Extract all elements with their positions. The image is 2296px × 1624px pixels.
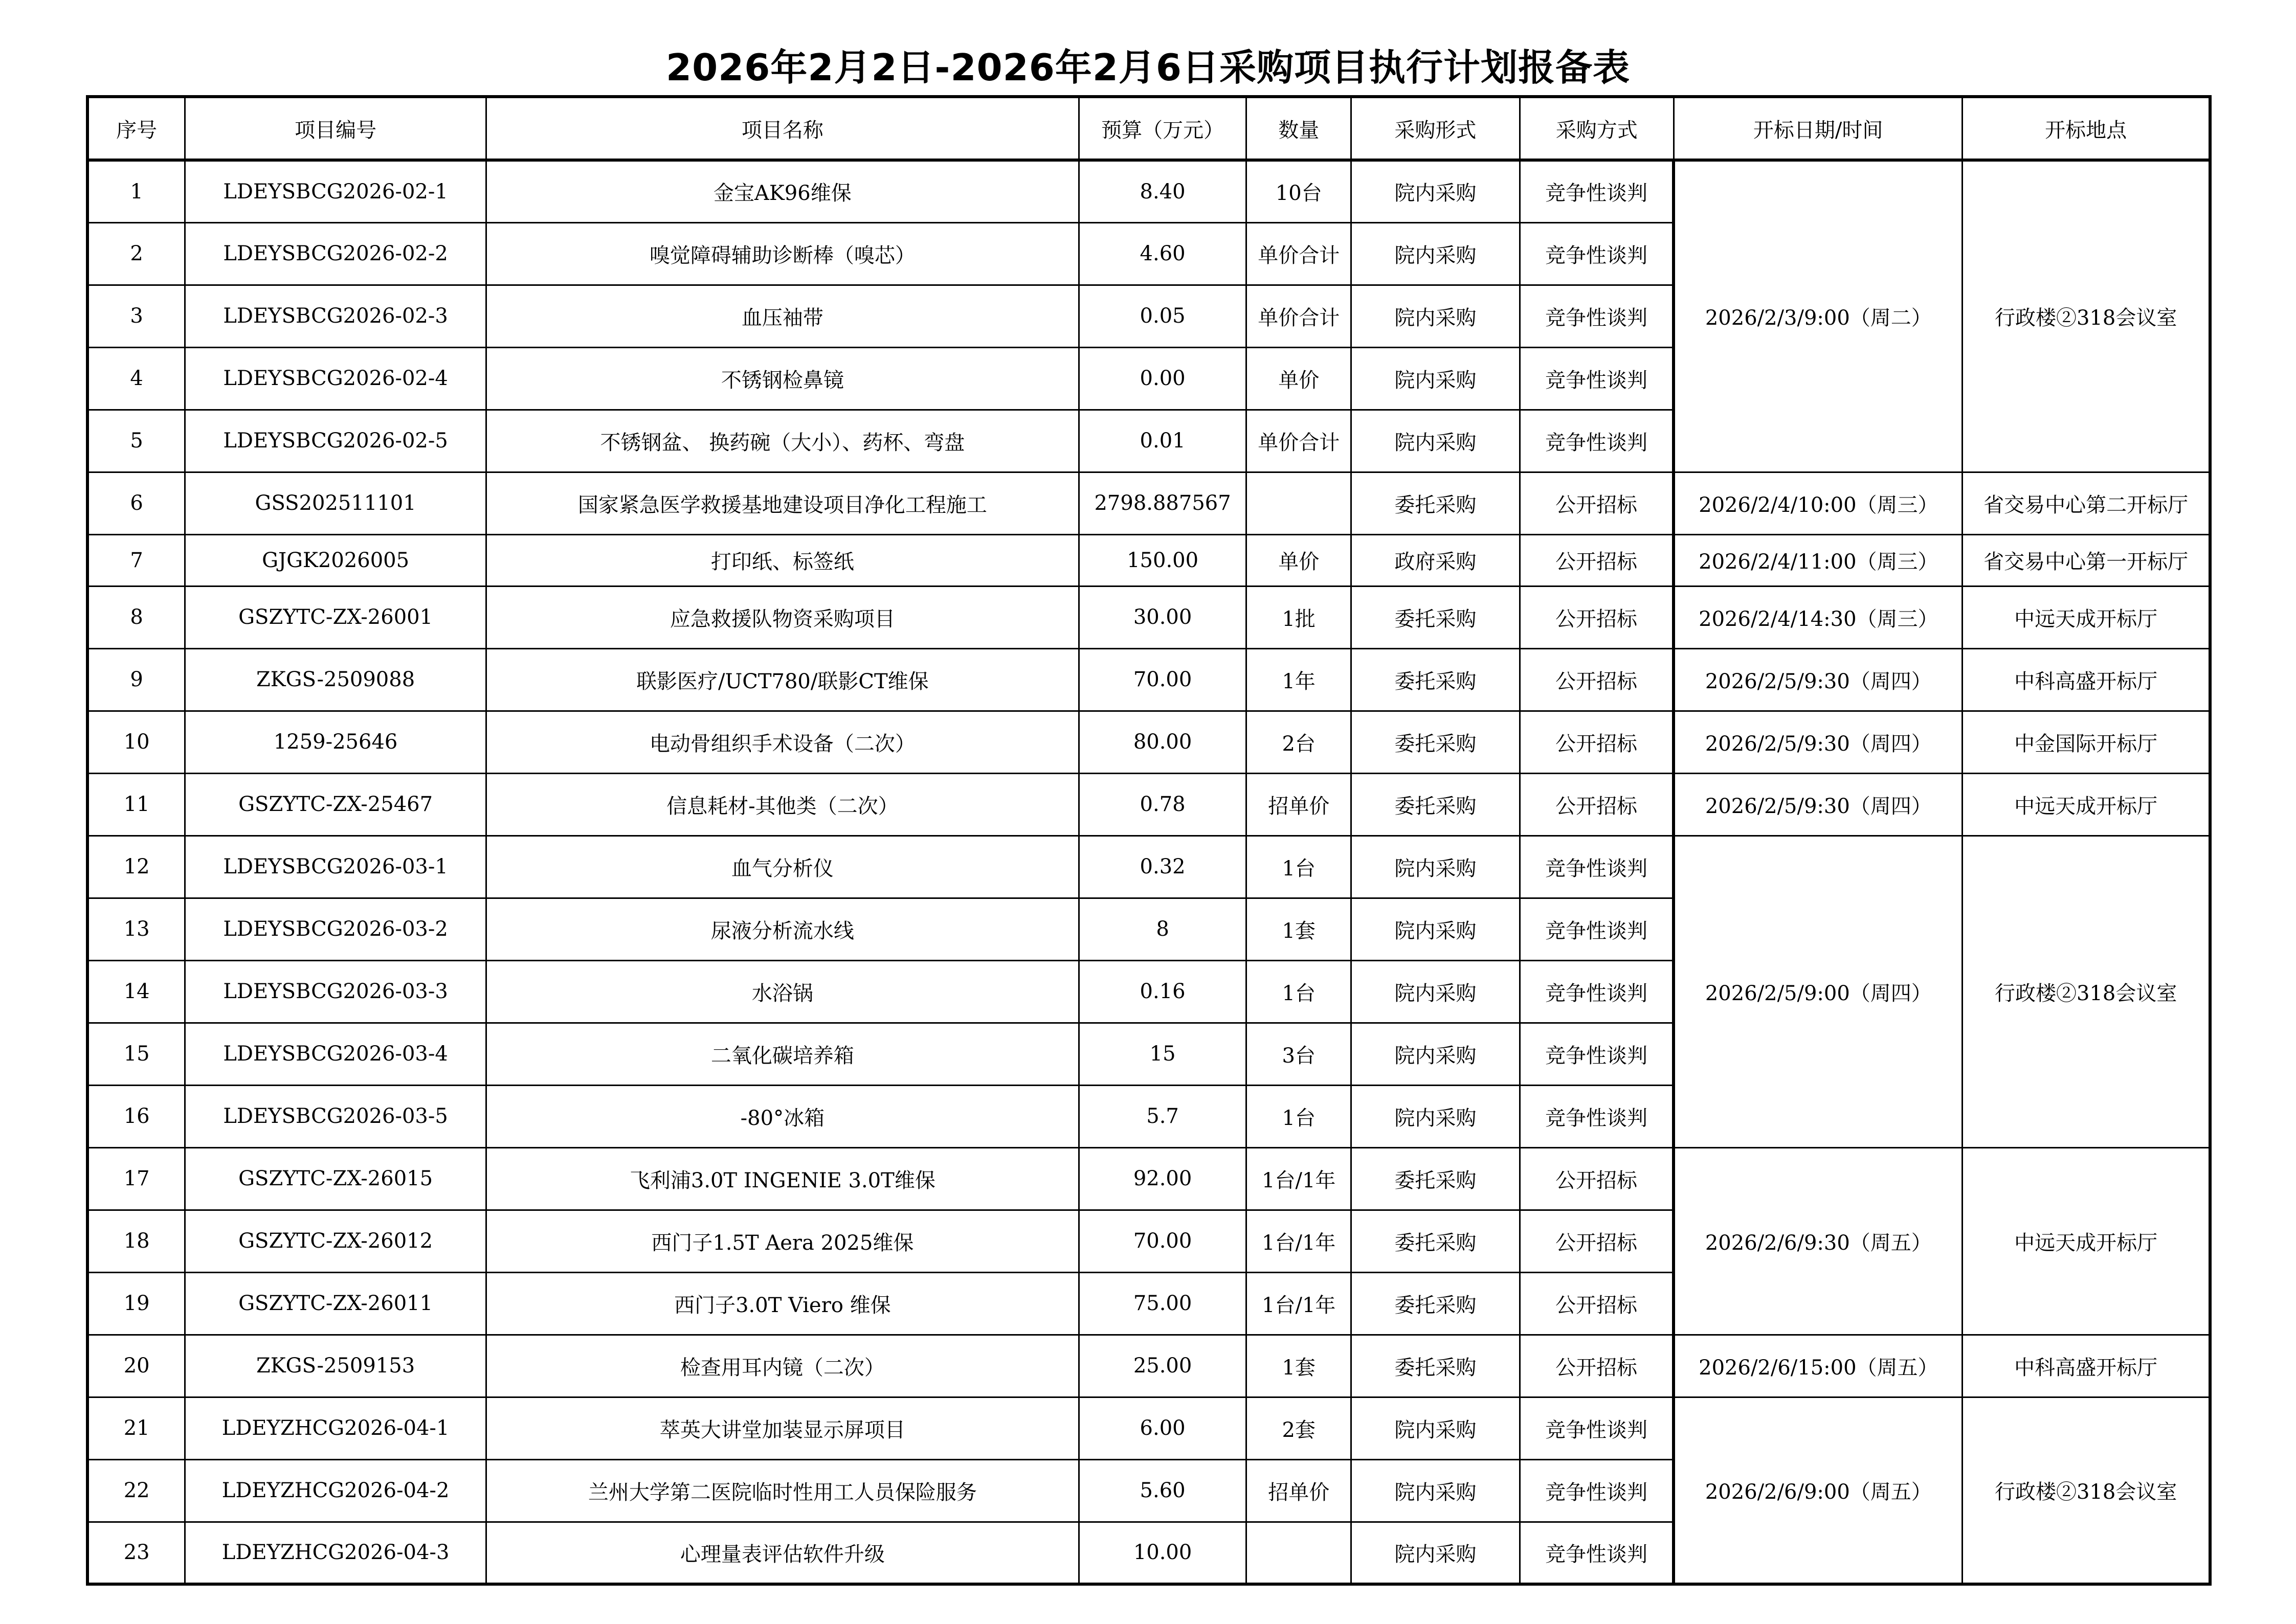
cell-name: 金宝AK96维保 [486,160,1079,222]
column-header-location: 开标地点 [1963,97,2210,160]
cell-datetime: 2026/2/5/9:00（周四） [1674,836,1962,1147]
cell-code: ZKGS-2509088 [185,648,486,711]
column-header-name: 项目名称 [486,97,1079,160]
cell-form: 委托采购 [1351,711,1520,773]
cell-no: 6 [87,472,185,534]
table-row [87,773,2210,836]
cell-location: 中科高盛开标厅 [1963,648,2210,711]
cell-form: 院内采购 [1351,1085,1520,1147]
cell-budget: 25.00 [1079,1335,1246,1397]
cell-code: LDEYSBCG2026-02-4 [185,347,486,410]
cell-qty [1246,472,1351,534]
cell-form: 院内采购 [1351,1023,1520,1085]
cell-budget: 2798.887567 [1079,472,1246,534]
cell-qty: 2套 [1246,1397,1351,1459]
procurement-plan-table [86,95,2212,1586]
cell-code: LDEYSBCG2026-03-2 [185,898,486,960]
cell-method: 竞争性谈判 [1520,285,1674,347]
cell-name: 检查用耳内镜（二次） [486,1335,1079,1397]
cell-name: 信息耗材-其他类（二次） [486,773,1079,836]
cell-name: 国家紧急医学救援基地建设项目净化工程施工 [486,472,1079,534]
cell-name: 打印纸、标签纸 [486,534,1079,586]
cell-code: GSZYTC-ZX-26015 [185,1147,486,1210]
cell-location: 省交易中心第二开标厅 [1963,472,2210,534]
cell-no: 17 [87,1147,185,1210]
column-header-method: 采购方式 [1520,97,1674,160]
cell-code: GSZYTC-ZX-25467 [185,773,486,836]
cell-form: 院内采购 [1351,836,1520,898]
cell-form: 院内采购 [1351,285,1520,347]
cell-no: 7 [87,534,185,586]
cell-code: LDEYSBCG2026-02-1 [185,160,486,222]
cell-method: 竞争性谈判 [1520,1085,1674,1147]
cell-datetime: 2026/2/4/11:00（周三） [1674,534,1962,586]
cell-budget: 30.00 [1079,586,1246,648]
cell-form: 院内采购 [1351,960,1520,1023]
table-row [87,534,2210,586]
cell-budget: 10.00 [1079,1522,1246,1584]
cell-no: 3 [87,285,185,347]
cell-no: 5 [87,410,185,472]
table-row [87,1147,2210,1210]
cell-name: 尿液分析流水线 [486,898,1079,960]
cell-location: 行政楼②318会议室 [1963,160,2210,472]
cell-method: 公开招标 [1520,1147,1674,1210]
cell-no: 8 [87,586,185,648]
cell-datetime: 2026/2/4/10:00（周三） [1674,472,1962,534]
cell-name: 电动骨组织手术设备（二次） [486,711,1079,773]
cell-qty: 1台 [1246,1085,1351,1147]
cell-qty: 单价合计 [1246,285,1351,347]
cell-name: 嗅觉障碍辅助诊断棒（嗅芯） [486,222,1079,285]
cell-location: 中金国际开标厅 [1963,711,2210,773]
cell-qty: 单价 [1246,534,1351,586]
cell-form: 委托采购 [1351,648,1520,711]
cell-no: 16 [87,1085,185,1147]
cell-qty: 1台 [1246,960,1351,1023]
cell-code: GSZYTC-ZX-26011 [185,1272,486,1335]
cell-no: 2 [87,222,185,285]
cell-qty: 1台/1年 [1246,1272,1351,1335]
cell-qty [1246,1522,1351,1584]
cell-code: GSZYTC-ZX-26001 [185,586,486,648]
cell-budget: 0.16 [1079,960,1246,1023]
cell-budget: 0.05 [1079,285,1246,347]
cell-form: 委托采购 [1351,1335,1520,1397]
cell-no: 23 [87,1522,185,1584]
table-header-row [87,97,2210,160]
cell-name: 飞利浦3.0T INGENIE 3.0T维保 [486,1147,1079,1210]
cell-method: 公开招标 [1520,472,1674,534]
cell-code: LDEYSBCG2026-03-4 [185,1023,486,1085]
cell-name: 二氧化碳培养箱 [486,1023,1079,1085]
table-row [87,836,2210,898]
cell-code: LDEYSBCG2026-02-3 [185,285,486,347]
cell-form: 院内采购 [1351,898,1520,960]
cell-code: LDEYSBCG2026-03-1 [185,836,486,898]
cell-qty: 1台 [1246,836,1351,898]
cell-method: 竞争性谈判 [1520,410,1674,472]
cell-budget: 8.40 [1079,160,1246,222]
cell-form: 院内采购 [1351,1459,1520,1522]
cell-datetime: 2026/2/5/9:30（周四） [1674,711,1962,773]
cell-qty: 单价合计 [1246,410,1351,472]
cell-datetime: 2026/2/5/9:30（周四） [1674,773,1962,836]
cell-method: 公开招标 [1520,586,1674,648]
cell-qty: 1台/1年 [1246,1210,1351,1272]
cell-method: 公开招标 [1520,1272,1674,1335]
cell-name: -80°冰箱 [486,1085,1079,1147]
cell-qty: 1台/1年 [1246,1147,1351,1210]
cell-form: 委托采购 [1351,586,1520,648]
cell-no: 9 [87,648,185,711]
cell-code: ZKGS-2509153 [185,1335,486,1397]
cell-name: 心理量表评估软件升级 [486,1522,1079,1584]
cell-form: 委托采购 [1351,472,1520,534]
cell-no: 1 [87,160,185,222]
cell-budget: 0.32 [1079,836,1246,898]
cell-no: 12 [87,836,185,898]
cell-form: 委托采购 [1351,1272,1520,1335]
cell-form: 院内采购 [1351,1522,1520,1584]
column-header-datetime: 开标日期/时间 [1674,97,1962,160]
cell-name: 萃英大讲堂加装显示屏项目 [486,1397,1079,1459]
cell-location: 行政楼②318会议室 [1963,836,2210,1147]
cell-location: 省交易中心第一开标厅 [1963,534,2210,586]
cell-name: 不锈钢盆、 换药碗（大小）、药杯、弯盘 [486,410,1079,472]
cell-method: 竞争性谈判 [1520,836,1674,898]
cell-location: 中远天成开标厅 [1963,1147,2210,1335]
cell-method: 公开招标 [1520,773,1674,836]
cell-name: 血气分析仪 [486,836,1079,898]
column-header-code: 项目编号 [185,97,486,160]
cell-name: 西门子1.5T Aera 2025维保 [486,1210,1079,1272]
cell-method: 公开招标 [1520,1335,1674,1397]
cell-location: 行政楼②318会议室 [1963,1397,2210,1584]
table-row [87,472,2210,534]
cell-datetime: 2026/2/5/9:30（周四） [1674,648,1962,711]
cell-datetime: 2026/2/6/9:30（周五） [1674,1147,1962,1335]
cell-location: 中科高盛开标厅 [1963,1335,2210,1397]
cell-method: 竞争性谈判 [1520,347,1674,410]
table-row [87,648,2210,711]
cell-no: 15 [87,1023,185,1085]
column-header-no: 序号 [87,97,185,160]
cell-code: LDEYSBCG2026-02-5 [185,410,486,472]
cell-budget: 15 [1079,1023,1246,1085]
cell-code: LDEYSBCG2026-03-3 [185,960,486,1023]
cell-name: 血压袖带 [486,285,1079,347]
cell-no: 13 [87,898,185,960]
cell-budget: 70.00 [1079,648,1246,711]
cell-form: 院内采购 [1351,1397,1520,1459]
cell-no: 18 [87,1210,185,1272]
cell-method: 竞争性谈判 [1520,1397,1674,1459]
cell-form: 院内采购 [1351,410,1520,472]
cell-method: 竞争性谈判 [1520,1459,1674,1522]
cell-method: 公开招标 [1520,711,1674,773]
cell-datetime: 2026/2/6/9:00（周五） [1674,1397,1962,1584]
cell-qty: 10台 [1246,160,1351,222]
cell-code: LDEYZHCG2026-04-1 [185,1397,486,1459]
cell-datetime: 2026/2/3/9:00（周二） [1674,160,1962,472]
cell-budget: 0.01 [1079,410,1246,472]
cell-qty: 单价 [1246,347,1351,410]
page-title: 2026年2月2日-2026年2月6日采购项目执行计划报备表 [665,46,1631,89]
cell-qty: 1年 [1246,648,1351,711]
cell-code: LDEYSBCG2026-03-5 [185,1085,486,1147]
cell-method: 竞争性谈判 [1520,898,1674,960]
cell-no: 22 [87,1459,185,1522]
table-row [87,1335,2210,1397]
cell-qty: 3台 [1246,1023,1351,1085]
cell-method: 公开招标 [1520,534,1674,586]
cell-budget: 5.7 [1079,1085,1246,1147]
column-header-qty: 数量 [1246,97,1351,160]
cell-datetime: 2026/2/6/15:00（周五） [1674,1335,1962,1397]
cell-budget: 4.60 [1079,222,1246,285]
cell-code: GJGK2026005 [185,534,486,586]
cell-budget: 70.00 [1079,1210,1246,1272]
cell-qty: 2台 [1246,711,1351,773]
cell-code: GSS202511101 [185,472,486,534]
cell-no: 4 [87,347,185,410]
cell-no: 19 [87,1272,185,1335]
cell-no: 11 [87,773,185,836]
cell-qty: 1批 [1246,586,1351,648]
cell-qty: 招单价 [1246,773,1351,836]
cell-name: 应急救援队物资采购项目 [486,586,1079,648]
table-row [87,160,2210,222]
cell-datetime: 2026/2/4/14:30（周三） [1674,586,1962,648]
cell-form: 院内采购 [1351,347,1520,410]
cell-qty: 单价合计 [1246,222,1351,285]
cell-budget: 80.00 [1079,711,1246,773]
cell-method: 公开招标 [1520,1210,1674,1272]
cell-method: 竞争性谈判 [1520,1023,1674,1085]
cell-method: 竞争性谈判 [1520,160,1674,222]
cell-method: 竞争性谈判 [1520,222,1674,285]
cell-location: 中远天成开标厅 [1963,773,2210,836]
cell-budget: 150.00 [1079,534,1246,586]
cell-method: 公开招标 [1520,648,1674,711]
cell-budget: 6.00 [1079,1397,1246,1459]
table-row [87,711,2210,773]
cell-method: 竞争性谈判 [1520,960,1674,1023]
cell-form: 院内采购 [1351,160,1520,222]
cell-code: LDEYSBCG2026-02-2 [185,222,486,285]
cell-form: 委托采购 [1351,1210,1520,1272]
cell-code: 1259-25646 [185,711,486,773]
cell-budget: 75.00 [1079,1272,1246,1335]
cell-budget: 92.00 [1079,1147,1246,1210]
cell-qty: 招单价 [1246,1459,1351,1522]
cell-qty: 1套 [1246,898,1351,960]
column-header-budget: 预算（万元） [1079,97,1246,160]
column-header-form: 采购形式 [1351,97,1520,160]
cell-code: LDEYZHCG2026-04-3 [185,1522,486,1584]
cell-form: 政府采购 [1351,534,1520,586]
cell-name: 水浴锅 [486,960,1079,1023]
cell-no: 21 [87,1397,185,1459]
cell-code: LDEYZHCG2026-04-2 [185,1459,486,1522]
cell-budget: 5.60 [1079,1459,1246,1522]
cell-budget: 0.00 [1079,347,1246,410]
table-row [87,586,2210,648]
cell-form: 院内采购 [1351,222,1520,285]
cell-name: 西门子3.0T Viero 维保 [486,1272,1079,1335]
cell-budget: 8 [1079,898,1246,960]
cell-form: 委托采购 [1351,773,1520,836]
table-row [87,1397,2210,1459]
cell-name: 不锈钢检鼻镜 [486,347,1079,410]
cell-location: 中远天成开标厅 [1963,586,2210,648]
cell-no: 20 [87,1335,185,1397]
cell-name: 联影医疗/UCT780/联影CT维保 [486,648,1079,711]
cell-budget: 0.78 [1079,773,1246,836]
cell-method: 竞争性谈判 [1520,1522,1674,1584]
cell-no: 10 [87,711,185,773]
cell-name: 兰州大学第二医院临时性用工人员保险服务 [486,1459,1079,1522]
cell-code: GSZYTC-ZX-26012 [185,1210,486,1272]
cell-form: 委托采购 [1351,1147,1520,1210]
cell-qty: 1套 [1246,1335,1351,1397]
cell-no: 14 [87,960,185,1023]
